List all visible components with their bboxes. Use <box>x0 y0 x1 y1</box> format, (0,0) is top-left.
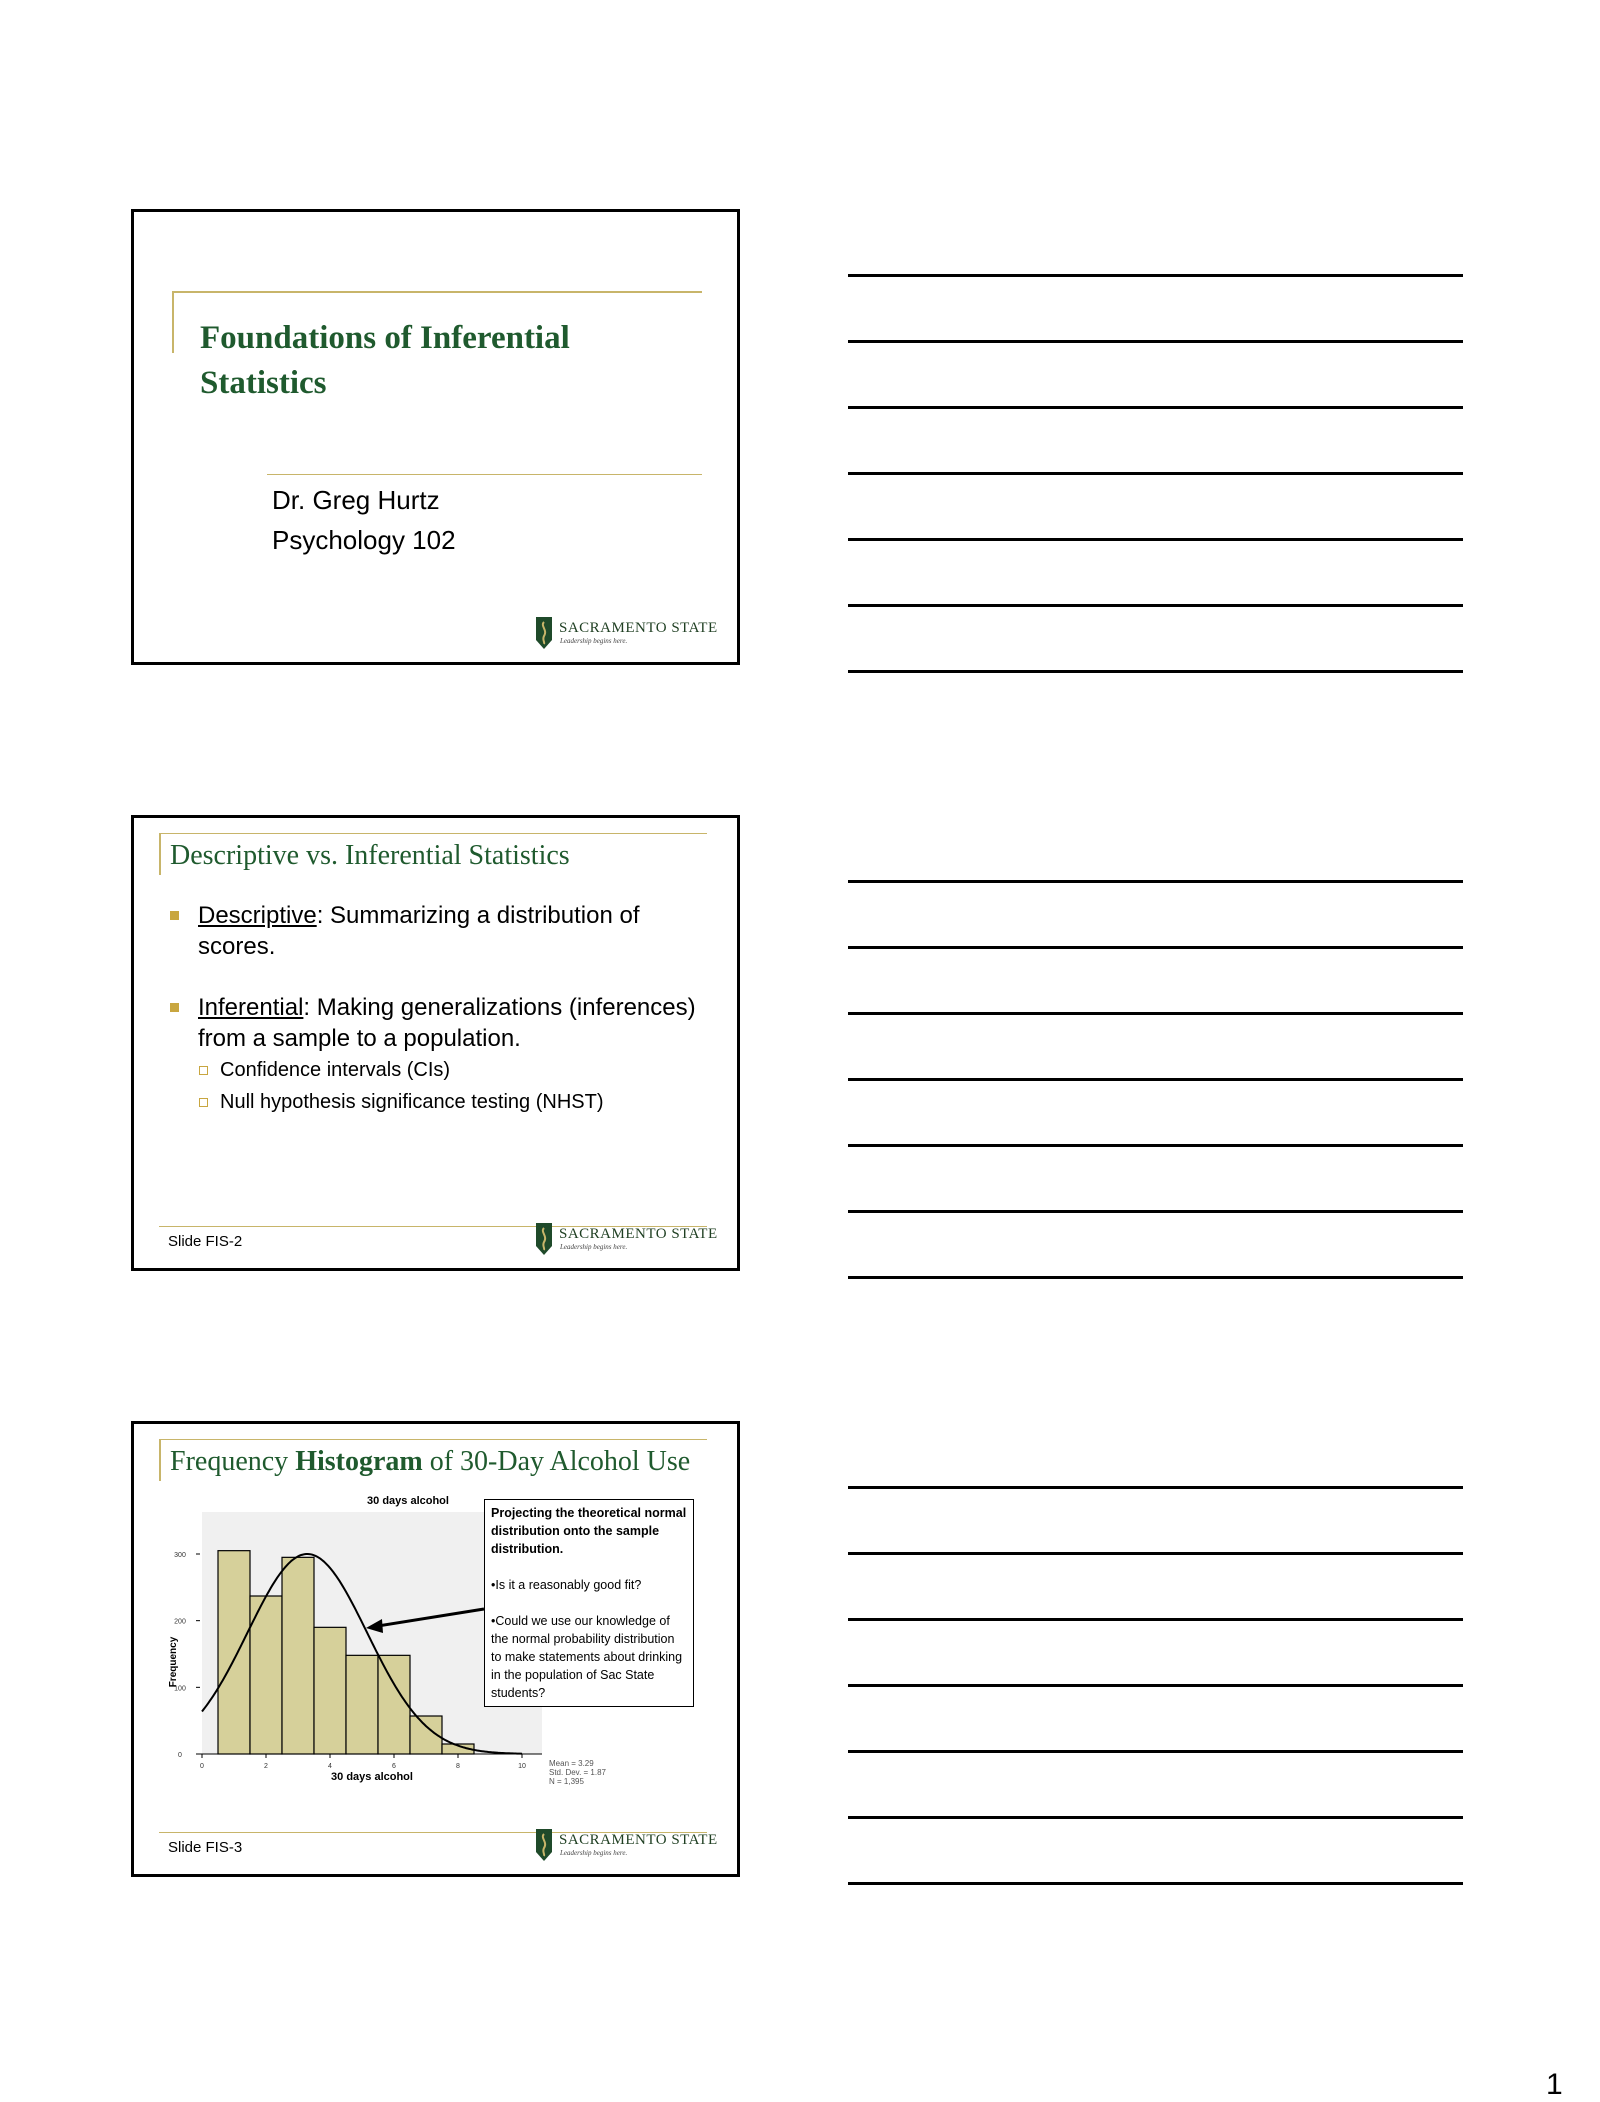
bullet-square-icon <box>170 1003 179 1012</box>
presenter-name: Dr. Greg Hurtz <box>272 485 440 515</box>
title-pre: Frequency <box>170 1446 296 1477</box>
note-line <box>848 1210 1463 1213</box>
histogram-bar <box>282 1557 314 1754</box>
slide-1-title <box>200 316 570 406</box>
slide-1 <box>131 209 740 665</box>
hollow-square-icon <box>199 1098 208 1107</box>
slide-3 <box>131 1421 740 1877</box>
slide-2-title: Descriptive vs. Inferential Statistics <box>170 840 570 871</box>
note-line <box>848 1144 1463 1147</box>
sacramento-state-logo <box>533 1826 718 1866</box>
subbullet-nhst <box>170 1086 710 1118</box>
note-line <box>848 538 1463 541</box>
page-number: 1 <box>1546 2068 1563 2101</box>
y-tick-label: 200 <box>174 1618 186 1626</box>
presenter-rule <box>267 474 702 475</box>
histogram-bar <box>218 1551 250 1754</box>
logo-shield-icon <box>533 1220 555 1258</box>
slide-2 <box>131 815 740 1271</box>
x-tick-label: 2 <box>264 1763 268 1770</box>
stat-mean: Mean = 3.29 <box>549 1759 594 1768</box>
callout-box <box>484 1499 694 1707</box>
descriptive-text: : Summarizing a distribution of scores. <box>198 902 640 960</box>
note-line <box>848 1012 1463 1015</box>
subbullet-ci-text: Confidence intervals (CIs) <box>220 1059 451 1081</box>
title-rule-horizontal <box>172 291 702 293</box>
sacramento-state-logo <box>533 1220 718 1260</box>
x-tick-label: 4 <box>328 1763 332 1770</box>
term-inferential: Inferential <box>198 994 304 1021</box>
callout-heading: Projecting the theoretical normal distribution onto the sample distribution. <box>491 1506 687 1556</box>
stat-n: N = 1,395 <box>549 1777 584 1786</box>
note-line <box>848 472 1463 475</box>
logo-name: SACRAMENTO STATE <box>559 1832 718 1848</box>
term-descriptive: Descriptive <box>198 902 317 929</box>
histogram-bar <box>346 1655 378 1754</box>
histogram-bar <box>314 1627 346 1754</box>
callout-question-2: •Could we use our knowledge of the normal probability distribution to make statements about drinking in the population of Sac State students? <box>491 1614 683 1700</box>
note-line <box>848 1684 1463 1687</box>
title-rule-vertical <box>159 833 161 875</box>
slide-number: Slide FIS-3 <box>168 1839 243 1856</box>
stat-sd: Std. Dev. = 1.87 <box>549 1768 606 1777</box>
inferential-text: : Making generalizations (inferences) from a sample to a population. <box>198 994 696 1052</box>
note-line <box>848 1486 1463 1489</box>
title-post: of 30-Day Alcohol Use <box>422 1446 691 1477</box>
slide-3-title <box>170 1446 690 1478</box>
presenter-block <box>272 480 456 560</box>
slide-number: Slide FIS-2 <box>168 1233 243 1250</box>
x-tick-label: 10 <box>518 1763 526 1770</box>
y-tick-label: 300 <box>174 1552 186 1559</box>
logo-shield-icon <box>533 614 555 652</box>
note-line <box>848 1882 1463 1885</box>
logo-name: SACRAMENTO STATE <box>559 620 718 636</box>
title-line-2: Statistics <box>200 365 327 401</box>
note-line <box>848 1078 1463 1081</box>
x-axis-label: 30 days alcohol <box>331 1771 413 1783</box>
y-tick-label: 100 <box>174 1685 186 1693</box>
course-name: Psychology 102 <box>272 525 456 555</box>
note-line <box>848 1618 1463 1621</box>
title-line-1: Foundations of Inferential <box>200 320 570 356</box>
note-line <box>848 946 1463 949</box>
x-tick-label: 8 <box>456 1763 460 1770</box>
note-line <box>848 1750 1463 1753</box>
chart-title: 30 days alcohol <box>367 1495 449 1507</box>
logo-tagline: Leadership begins here. <box>560 1243 628 1251</box>
note-line <box>848 274 1463 277</box>
subbullet-ci <box>170 1054 710 1086</box>
logo-name: SACRAMENTO STATE <box>559 1226 718 1242</box>
note-line <box>848 1276 1463 1279</box>
title-rule-vertical <box>172 291 174 353</box>
x-tick-label: 0 <box>200 1763 204 1770</box>
note-line <box>848 604 1463 607</box>
bullet-list <box>170 900 710 1118</box>
note-line <box>848 406 1463 409</box>
title-bold: Histogram <box>295 1446 423 1477</box>
chart-stats <box>549 1759 606 1786</box>
logo-shield-icon <box>533 1826 555 1864</box>
x-tick-label: 6 <box>392 1763 396 1770</box>
note-line <box>848 670 1463 673</box>
sacramento-state-logo <box>533 614 718 654</box>
y-axis-label: Frequency <box>168 1636 179 1688</box>
logo-tagline: Leadership begins here. <box>560 1849 628 1857</box>
histogram-bar <box>378 1655 410 1754</box>
hollow-square-icon <box>199 1066 208 1075</box>
subbullet-nhst-text: Null hypothesis significance testing (NHST) <box>220 1091 604 1113</box>
callout-question-1: •Is it a reasonably good fit? <box>491 1578 642 1592</box>
bullet-descriptive <box>170 900 710 962</box>
title-rule-horizontal <box>159 833 707 834</box>
title-rule-vertical <box>159 1439 161 1481</box>
note-line <box>848 1552 1463 1555</box>
bullet-square-icon <box>170 911 179 920</box>
note-line <box>848 880 1463 883</box>
note-line <box>848 340 1463 343</box>
logo-tagline: Leadership begins here. <box>560 637 628 645</box>
bullet-inferential <box>170 992 710 1054</box>
title-rule-horizontal <box>159 1439 707 1440</box>
y-tick-label: 0 <box>178 1752 182 1759</box>
note-line <box>848 1816 1463 1819</box>
